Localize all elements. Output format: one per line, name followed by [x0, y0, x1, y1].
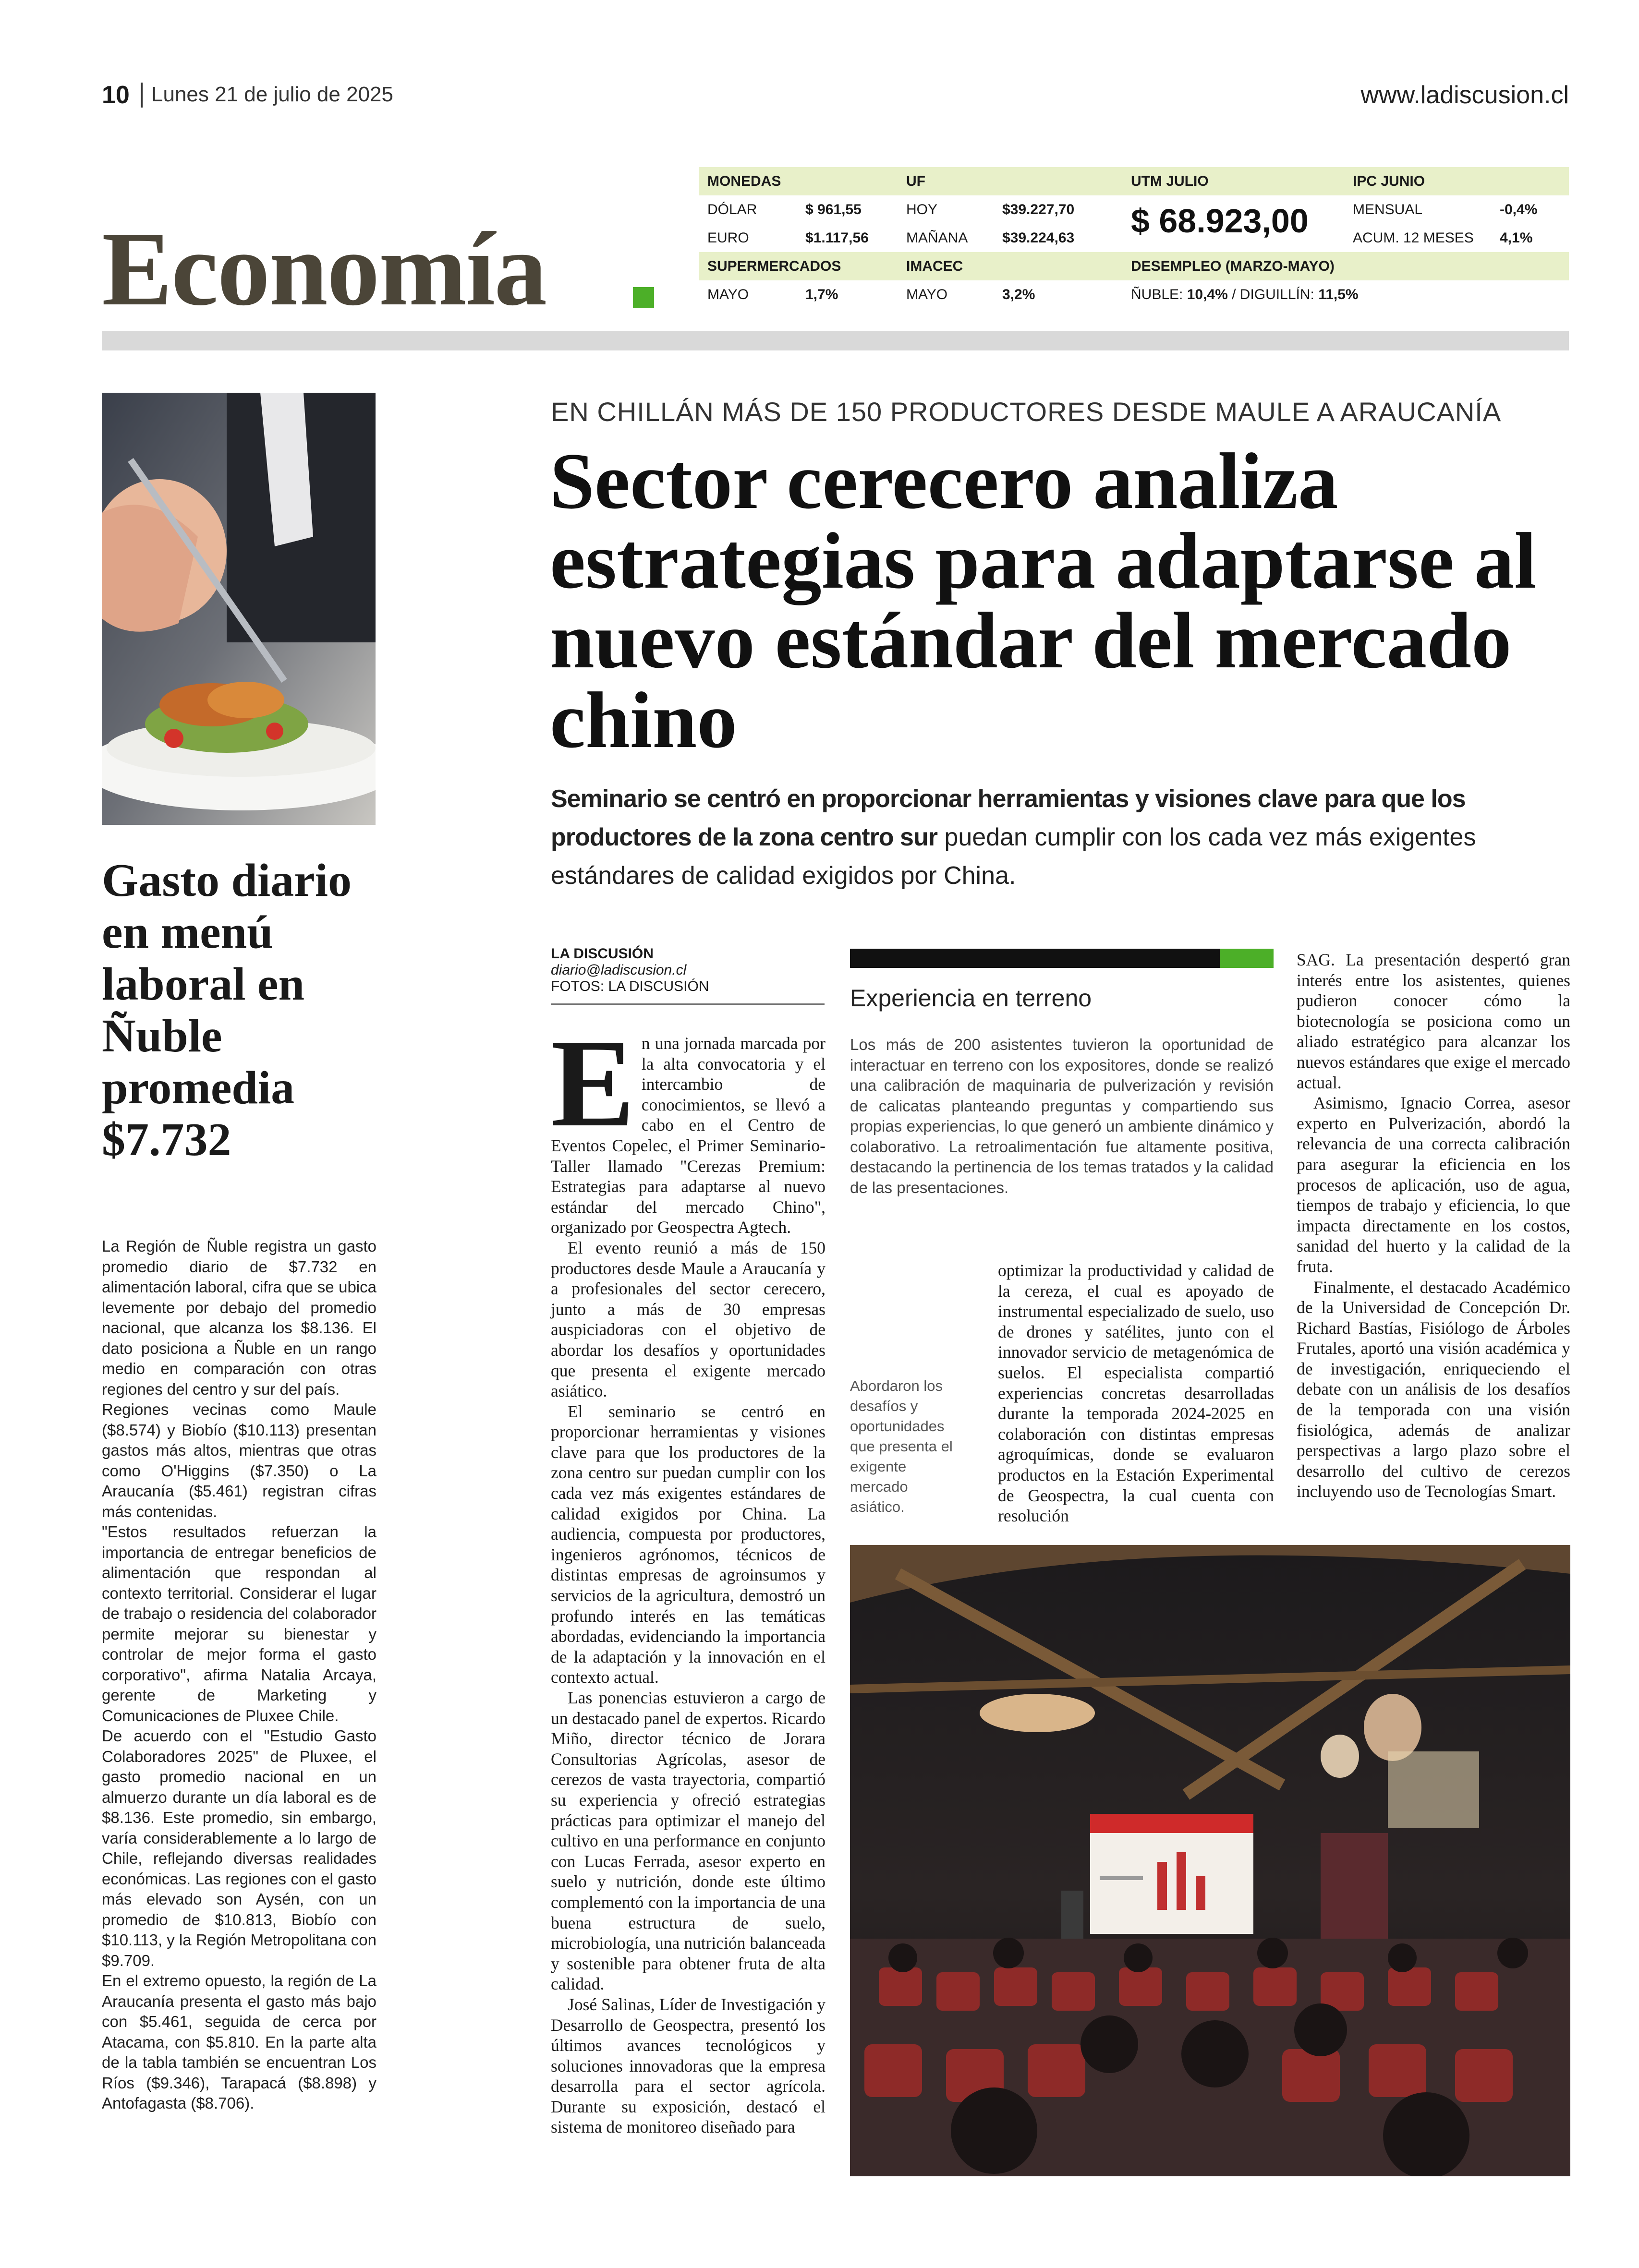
section-divider-bar	[102, 331, 1569, 350]
diguillin-label: / DIGUILLÍN:	[1232, 287, 1314, 302]
sidebar-box-bar	[850, 949, 1220, 968]
ipc-label: IPC JUNIO	[1353, 173, 1425, 189]
food-plate-image	[102, 393, 376, 825]
supermercados-mayo-value: 1,7%	[805, 287, 838, 302]
article-byline	[551, 946, 825, 1005]
byline-photos: FOTOS: LA DISCUSIÓN	[551, 978, 709, 994]
article-paragraph: Asimismo, Ignacio Correa, asesor experto en Pulverización, abordó la relevancia de una correcta calibración para asegurar la eficiencia en los procesos de aplicación, uso de agua, tiempos de trabajo y eficiencia, lo que impacta directamente en los costos, sanidad del huerto y la calidad de la fruta.	[1297, 1093, 1570, 1276]
article-paragraph: José Salinas, Líder de Investigación y Desarrollo de Geospectra, presentó los últimos avances tecnológicos y soluciones innovadoras que la empresa desarrolla para el sector agrícola. Durante su exposición, destacó el sistema de monitoreo diseñado para	[551, 1994, 826, 2137]
nuble-label: ÑUBLE:	[1131, 287, 1183, 302]
section-accent-square	[633, 287, 654, 308]
article-column-3	[1297, 950, 1570, 1502]
supermercados-label: SUPERMERCADOS	[707, 258, 841, 274]
side-paragraph: La Región de Ñuble registra un gasto promedio diario de $7.732 en alimentación laboral, cifra que se ubica levemente por debajo del promedio nacional, que alcanza los $8.136. El dato posiciona a Ñuble en un rango medio en comparación con otras regiones del centro y sur del país.	[102, 1237, 376, 1398]
article-paragraph: El seminario se centró en proporcionar herramientas y visiones clave para que los productores de la zona centro sur puedan cumplir con los cada vez más exigentes estándares de calidad exigidos por China. La audiencia, compuesta por productores, ingenieros agrónomos, técnicos de distintas empresas de agroinsumos y servicios de la agricultura, demostró un profundo interés en las temáticas abordadas, evidenciando la importancia de la adaptación y la innovación en el contexto actual.	[551, 1401, 826, 1687]
page-date: Lunes 21 de julio de 2025	[151, 83, 393, 106]
acum-value: 4,1%	[1500, 230, 1533, 246]
article-paragraph: El evento reunió a más de 150 productores desde Maule a Araucanía y a profesionales del sector cerecero, junto a más de 30 empresas auspiciadoras con el objetivo de abordar los desafíos y oportunidades que presenta el exigente mercado asiático.	[551, 1238, 826, 1401]
side-story-body	[102, 1236, 376, 2114]
article-headline: Sector cerecero analiza estrategias para adaptarse al nuevo estándar del mercado chino	[550, 437, 1537, 765]
manana-value: $39.224,63	[1002, 230, 1075, 246]
manana-label: MAÑANA	[906, 230, 968, 246]
side-story-headline: Gasto diario en menú laboral en Ñuble promedia $7.732	[102, 855, 352, 1166]
imacec-label: IMACEC	[906, 258, 963, 274]
food-plate-photo	[102, 393, 376, 825]
acum-label: ACUM. 12 MESES	[1353, 230, 1474, 246]
imacec-mayo-value: 3,2%	[1002, 287, 1035, 302]
seminar-event-photo	[850, 1545, 1570, 2176]
dolar-value: $ 961,55	[805, 202, 862, 217]
article-column-1	[551, 1013, 826, 2137]
euro-value: $1.117,56	[805, 230, 869, 246]
desempleo-label: DESEMPLEO (MARZO-MAYO)	[1131, 258, 1335, 274]
article-column-2	[998, 1260, 1274, 1526]
section-title: Economía	[102, 210, 546, 327]
market-header-row	[699, 252, 1569, 280]
article-paragraph: Finalmente, el destacado Académico de la Universidad de Concepción Dr. Richard Bastías, Fisiólogo de Árboles Frutales, aportó una visión académica y de investigación, enriqueciendo el debate con un análisis de los desafíos de la temporada con una visión fisiológica, además de analizar perspectivas a largo plazo sobre el desarrollo del cultivo de cerezos incluyendo uso de Tecnologías Smart.	[1297, 1277, 1570, 1501]
byline-email[interactable]: diario@ladiscusion.cl	[551, 962, 687, 978]
supermercados-mayo-label: MAYO	[707, 287, 749, 302]
pull-quote: Abordaron los desafíos y oportunidades que presenta el exigente mercado asiático.	[850, 1377, 953, 1515]
header-divider	[141, 83, 143, 108]
utm-value: $ 68.923,00	[1131, 202, 1309, 240]
site-url[interactable]: www.ladiscusion.cl	[1360, 81, 1569, 109]
article-paragraph: Las ponencias estuvieron a cargo de un destacado panel de expertos. Ricardo Miño, director técnico de Jorara Consultorias Agrícolas, asesor de cerezos de vasta trayectoria, compartió su experiencia y ofreció estrategias prácticas para optimizar el manejo del cultivo en una performance en conjunto con Lucas Ferrada, asesor experto en suelo y nutrición, donde este último complementó con la importancia de una buena estructura de suelo, microbiología, una nutrición balanceada y sostenible para obtener fruta de alta calidad.	[551, 1688, 826, 1994]
side-paragraph: En el extremo opuesto, la región de La Araucanía presenta el gasto más bajo con $5.461, seguida de cerca por Atacama, con $5.810. En la parte alta de la tabla también se encuentran Los Ríos ($9.346), Tarapacá ($8.898) y Antofagasta ($8.706).	[102, 1972, 376, 2112]
side-paragraph: Regiones vecinas como Maule ($8.574) y Biobío ($10.113) presentan gastos más altos, mientras que otras como O'Higgins ($7.350) o La Araucanía ($5.461) registran cifras más contenidas.	[102, 1400, 376, 1520]
sidebar-box-text: Los más de 200 asistentes tuvieron la oportunidad de interactuar en terreno con los expositores, donde se realizó una calibración de maquinaria de pulverización y revisión de calicatas planteando preguntas y compartiendo sus propias experiencias, lo que generó un ambiente dinámico y colaborativo. La retroalimentación fue altamente positiva, destacando la pertinencia de los temas tratados y la calidad de las presentaciones.	[850, 1036, 1274, 1196]
imacec-mayo-label: MAYO	[906, 287, 948, 302]
sidebar-box-title: Experiencia en terreno	[850, 985, 1092, 1012]
article-kicker: EN CHILLÁN MÁS DE 150 PRODUCTORES DESDE MAULE A ARAUCANÍA	[551, 397, 1502, 427]
desempleo-detail	[1131, 280, 1359, 309]
diguillin-value: 11,5%	[1318, 287, 1359, 302]
lead-text: n una jornada marcada por la alta convocatoria y el intercambio de conocimientos, se llevó a cabo en el Centro de Eventos Copelec, el Primer Seminario-Taller llamado "Cerezas Premium: Estrategias para adaptarse al nuevo estándar del mercado Chino", organizado por Geospectra Agtech.	[551, 1034, 826, 1237]
uf-label: UF	[906, 173, 925, 189]
hoy-value: $39.227,70	[1002, 202, 1075, 217]
market-indicators	[699, 167, 1569, 314]
page-number: 10	[102, 81, 130, 109]
market-header-row	[699, 167, 1569, 195]
seminar-audience-image	[850, 1545, 1570, 2176]
monedas-label: MONEDAS	[707, 173, 781, 189]
mensual-value: -0,4%	[1500, 202, 1538, 217]
article-deck	[551, 780, 1574, 895]
lead-paragraph	[551, 1013, 826, 1238]
drop-cap: E	[551, 1013, 635, 1153]
mensual-label: MENSUAL	[1353, 202, 1423, 217]
nuble-value: 10,4%	[1187, 287, 1228, 302]
deck-rest: puedan cumplir con los cada vez más exigentes estándares de calidad exigidos por China.	[551, 823, 1476, 890]
article-paragraph: optimizar la productividad y calidad de la cereza, el cual es apoyado de instrumental especializado de suelo, uso de drones y satélites, junto con el innovador servicio de metagenómica de suelos. El especialista compartió experiencias concretas desarrolladas durante la temporada 2024-2025 en colaboración con distintas empresas agroquímicas, donde se evaluaron productos en la Estación Experimental de Geospectra, la cual cuenta con resolución	[998, 1261, 1274, 1526]
market-row	[699, 280, 1569, 309]
utm-label: UTM JULIO	[1131, 173, 1209, 189]
byline-source: LA DISCUSIÓN	[551, 946, 654, 962]
euro-label: EURO	[707, 230, 749, 246]
side-paragraph: De acuerdo con el "Estudio Gasto Colaboradores 2025" de Pluxee, el gasto promedio nacional en un almuerzo durante un día laboral es de $8.136. Este promedio, sin embargo, varía considerablemente a lo largo de Chile, reflejando diversas realidades económicas. Las regiones con el gasto más elevado son Aysén, con un promedio de $10.813, Biobío con $10.113, y la Región Metropolitana con $9.709.	[102, 1727, 376, 1969]
deck-bold-lead: Seminario se centró en proporcionar herramientas y visiones clave para que los productores de la zona centro sur	[551, 785, 1466, 851]
article-paragraph: SAG. La presentación despertó gran interés entre los asistentes, quienes pudieron conocer cómo la biotecnología se posiciona como un aliado estratégico para alcanzar los nuevos estándares que exige el mercado actual.	[1297, 950, 1570, 1092]
hoy-label: HOY	[906, 202, 938, 217]
sidebar-box-accent	[1220, 949, 1274, 968]
dolar-label: DÓLAR	[707, 202, 757, 217]
side-paragraph: "Estos resultados refuerzan la importancia de entregar beneficios de alimentación que respondan al contexto territorial. Considerar el lugar de trabajo o residencia del colaborador permite mejorar su bienestar y controlar de mejor forma el gasto corporativo", afirma Natalia Arcaya, gerente de Marketing y Comunicaciones de Pluxee Chile.	[102, 1523, 376, 1725]
